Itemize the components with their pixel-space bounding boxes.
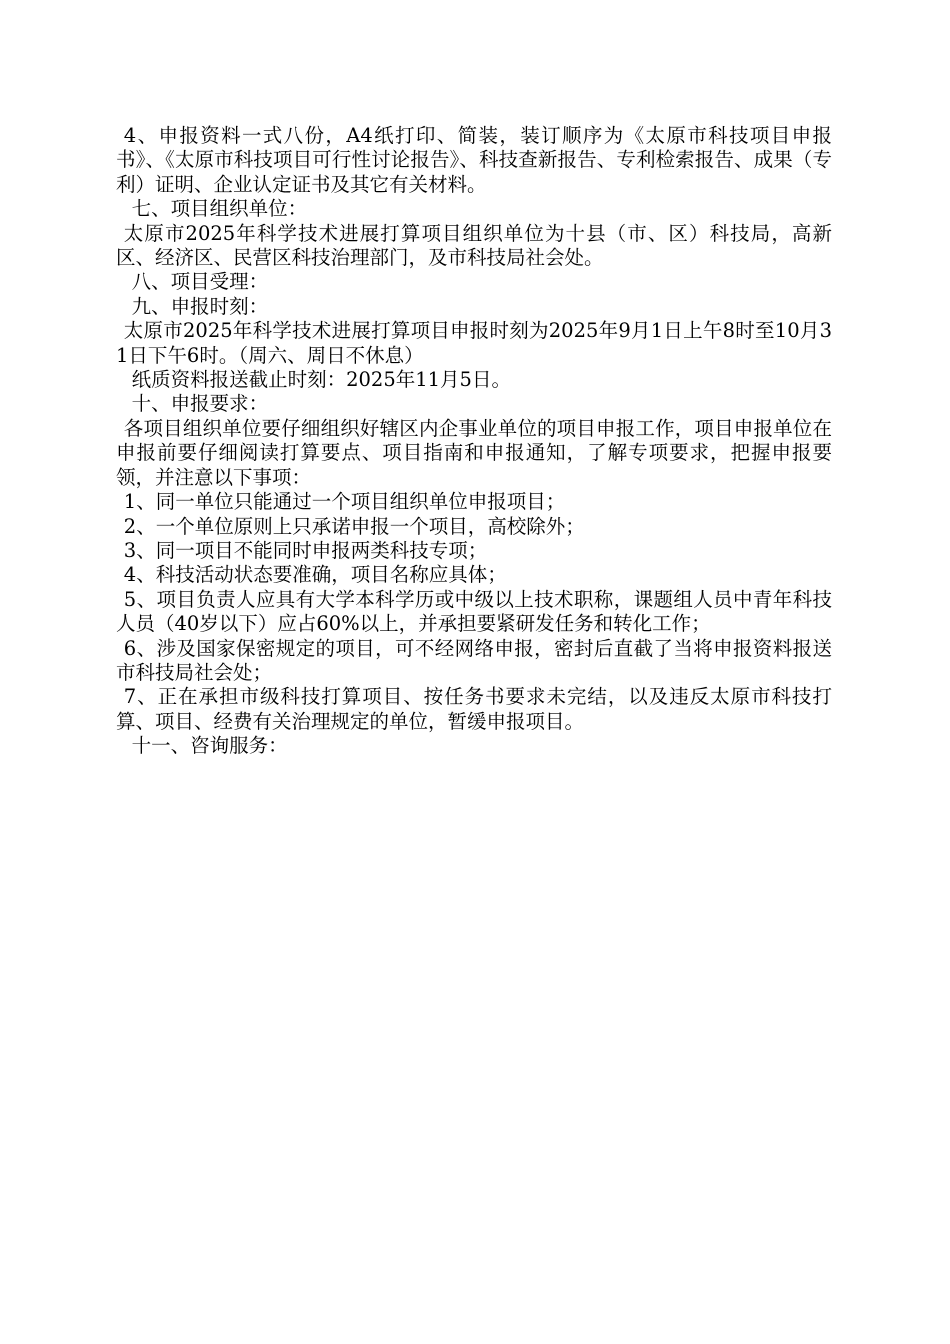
list-item-requirement-6: 6、涉及国家保密规定的项目，可不经网络申报，密封后直截了当将申报资料报送市科技局社会处； [116,636,832,684]
section-heading-organizing-units: 七、项目组织单位： [131,197,308,221]
paragraph-application-time: 太原市2025年科学技术进展打算项目申报时刻为2025年9月1日上午8时至10月31日下午6时。（周六、周日不休息） [116,319,832,367]
paragraph-organizing-units: 太原市2025年科学技术进展打算项目组织单位为十县（市、区）科技局，高新区、经济区、民营区科技治理部门，及市科技局社会处。 [116,221,832,270]
list-item-requirement-7: 7、正在承担市级科技打算项目、按任务书要求未完结，以及违反太原市科技打算、项目、经费有关治理规定的单位，暂缓申报项目。 [116,685,832,733]
list-item-requirement-1: 1、同一单位只能通过一个项目组织单位申报项目； [123,490,566,514]
section-heading-consulting: 十一、咨询服务： [131,734,288,758]
section-heading-application-time: 九、申报时刻： [131,294,269,318]
document-body [116,124,832,759]
section-heading-requirements: 十、申报要求： [131,392,269,416]
list-item-requirement-5: 5、项目负责人应具有大学本科学历或中级以上技术职称，课题组人员中青年科技人员（40岁以下）应占60%以上，并承担要紧研发任务和转化工作； [116,587,832,636]
section-heading-acceptance: 八、项目受理： [131,270,269,294]
list-item-requirement-2: 2、一个单位原则上只承诺申报一个项目，高校除外； [123,514,585,538]
paragraph-paper-deadline: 纸质资料报送截止时刻：2025年11月5日。 [131,368,511,392]
paragraph-submission-materials: 4、申报资料一式八份，A4纸打印、简装，装订顺序为《太原市科技项目申报书》、《太原市科技项目可行性讨论报告》、科技查新报告、专利检索报告、成果（专利）证明、企业认定证书及其它有关材料。 [116,124,832,196]
paragraph-requirements-intro: 各项目组织单位要仔细组织好辖区内企事业单位的项目申报工作，项目申报单位在申报前要仔细阅读打算要点、项目指南和申报通知，了解专项要求，把握申报要领，并注意以下事项： [116,416,832,489]
list-item-requirement-4: 4、科技活动状态要准确，项目名称应具体； [123,563,507,587]
list-item-requirement-3: 3、同一项目不能同时申报两类科技专项； [123,538,488,562]
